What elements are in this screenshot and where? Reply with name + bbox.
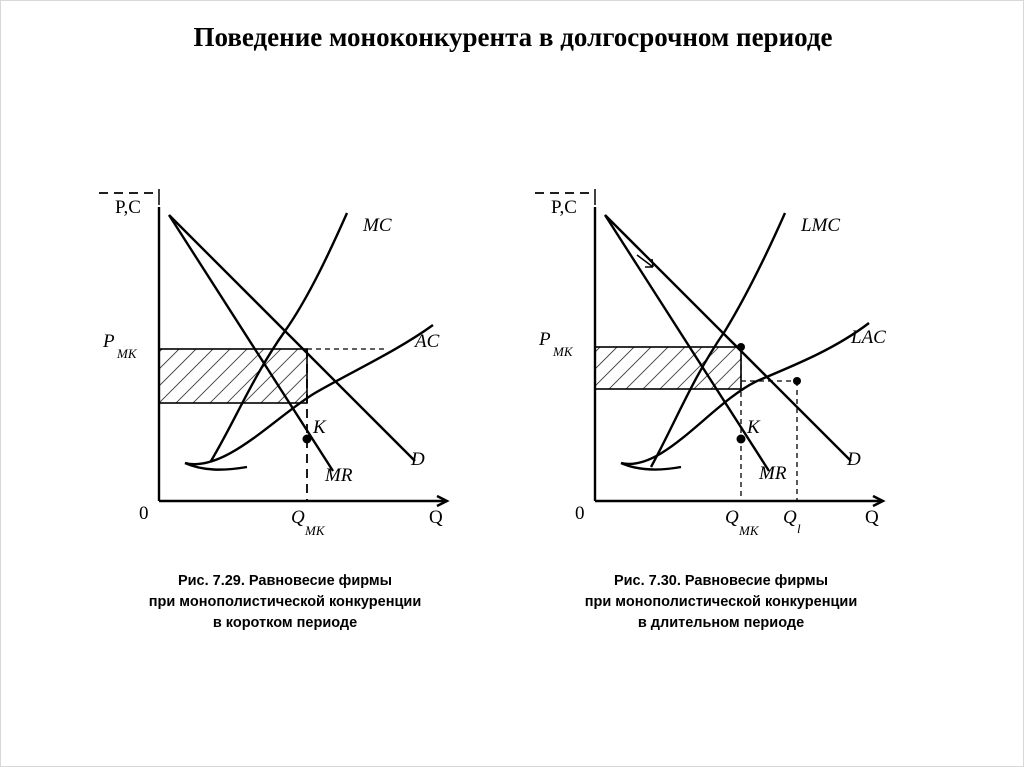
curve-mc-label: MC bbox=[363, 215, 392, 236]
x-axis-label: Q bbox=[429, 507, 443, 528]
curve-d-label: D bbox=[411, 449, 425, 470]
quantity-sub-label: МК bbox=[305, 523, 325, 538]
price-label: P bbox=[539, 329, 551, 350]
price-sub-label: МК bbox=[117, 346, 137, 361]
profit-area bbox=[159, 349, 307, 403]
x-axis-label: Q bbox=[865, 507, 879, 528]
origin-label: 0 bbox=[139, 503, 149, 524]
point-k-label: K bbox=[747, 417, 760, 438]
caption-line-3: в длительном периоде bbox=[637, 615, 805, 631]
curve-d-label: D bbox=[847, 449, 861, 470]
figure-left-caption bbox=[85, 571, 485, 634]
curve-mr-label: MR bbox=[325, 465, 353, 486]
chart-left bbox=[85, 171, 485, 571]
caption-line-2: при монополистической конкуренции bbox=[584, 594, 858, 610]
tangency-dot bbox=[737, 343, 745, 351]
profit-area bbox=[595, 347, 741, 389]
equilibrium-dot bbox=[793, 377, 801, 385]
curve-lmc bbox=[651, 213, 785, 467]
curve-mr bbox=[605, 215, 769, 471]
figure-left bbox=[85, 171, 485, 671]
quantity2-sub-label: l bbox=[797, 521, 801, 536]
curve-d bbox=[605, 215, 851, 461]
y-axis-label: P,C bbox=[551, 197, 577, 218]
price-sub-label: МК bbox=[553, 344, 573, 359]
curve-mr-label: MR bbox=[759, 463, 787, 484]
price-label: P bbox=[103, 331, 115, 352]
origin-label: 0 bbox=[575, 503, 585, 524]
caption-line-1: Рис. 7.30. Равновесие фирмы bbox=[613, 573, 829, 589]
curve-ac-label: AC bbox=[415, 331, 440, 352]
caption-line-1: Рис. 7.29. Равновесие фирмы bbox=[177, 573, 393, 589]
quantity-label: Q bbox=[725, 507, 739, 528]
page-title: Поведение моноконкурента в долгосрочном периоде bbox=[193, 22, 833, 52]
point-k-label: K bbox=[313, 417, 326, 438]
figure-right bbox=[521, 171, 921, 671]
curve-d bbox=[169, 215, 415, 461]
y-axis-label: P,C bbox=[115, 197, 141, 218]
figure-right-caption bbox=[521, 571, 921, 634]
point-k-dot bbox=[737, 435, 746, 444]
quantity2-label: Q bbox=[783, 507, 797, 528]
caption-line-2: при монополистической конкуренции bbox=[148, 594, 422, 610]
quantity-sub-label: МК bbox=[739, 523, 759, 538]
curve-lmc-label: LMC bbox=[801, 215, 841, 236]
caption-line-3: в коротком периоде bbox=[212, 615, 358, 631]
chart-right bbox=[521, 171, 921, 571]
quantity-label: Q bbox=[291, 507, 305, 528]
curve-lac-label: LAC bbox=[851, 327, 886, 348]
point-k-dot bbox=[303, 435, 312, 444]
curve-mr bbox=[169, 215, 333, 471]
curve-mc bbox=[211, 213, 347, 461]
